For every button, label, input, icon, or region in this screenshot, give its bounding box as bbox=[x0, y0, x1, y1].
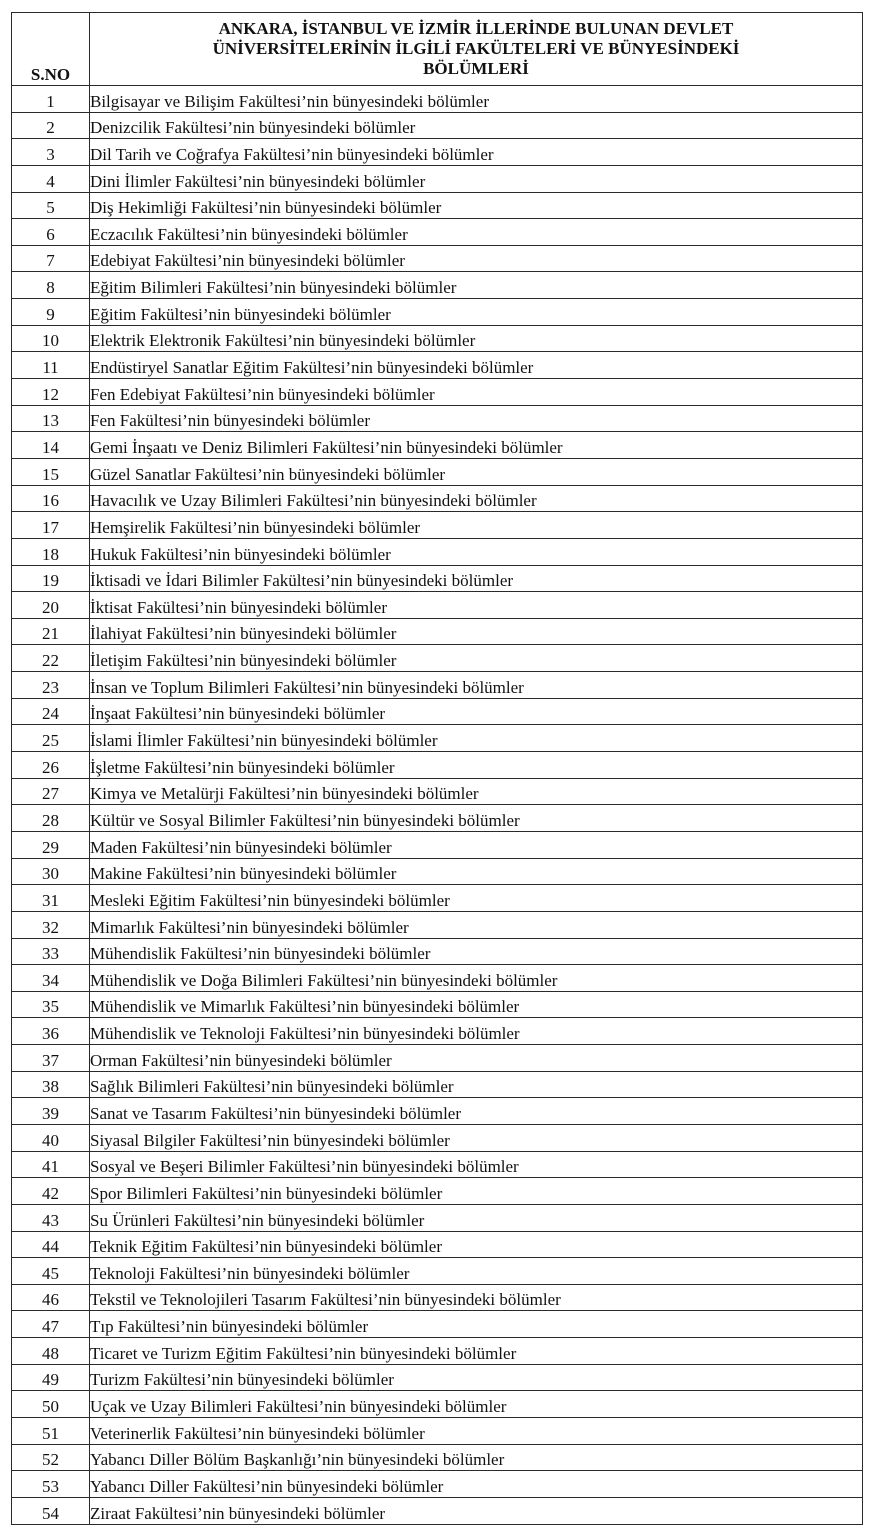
faculty-name: Mesleki Eğitim Fakültesi’nin bünyesindeki bölümler bbox=[90, 885, 863, 912]
table-row bbox=[12, 432, 863, 459]
table-row bbox=[12, 325, 863, 352]
row-number: 42 bbox=[12, 1178, 90, 1205]
row-number: 17 bbox=[12, 512, 90, 539]
faculty-name: Tekstil ve Teknolojileri Tasarım Fakültesi’nin bünyesindeki bölümler bbox=[90, 1284, 863, 1311]
faculty-name: İlahiyat Fakültesi’nin bünyesindeki bölümler bbox=[90, 618, 863, 645]
table-row bbox=[12, 1471, 863, 1498]
table-row bbox=[12, 831, 863, 858]
row-number: 46 bbox=[12, 1284, 90, 1311]
row-number: 53 bbox=[12, 1471, 90, 1498]
faculty-name: Spor Bilimleri Fakültesi’nin bünyesindeki bölümler bbox=[90, 1178, 863, 1205]
title-line: BÖLÜMLERİ bbox=[423, 59, 529, 78]
row-number: 18 bbox=[12, 538, 90, 565]
faculty-name: Fen Fakültesi’nin bünyesindeki bölümler bbox=[90, 405, 863, 432]
faculty-name: Kültür ve Sosyal Bilimler Fakültesi’nin bünyesindeki bölümler bbox=[90, 805, 863, 832]
table-row bbox=[12, 1444, 863, 1471]
row-number: 28 bbox=[12, 805, 90, 832]
row-number: 26 bbox=[12, 752, 90, 779]
table-row bbox=[12, 618, 863, 645]
table-row bbox=[12, 965, 863, 992]
row-number: 52 bbox=[12, 1444, 90, 1471]
row-number: 10 bbox=[12, 325, 90, 352]
row-number: 8 bbox=[12, 272, 90, 299]
row-number: 16 bbox=[12, 485, 90, 512]
table-row bbox=[12, 698, 863, 725]
row-number: 6 bbox=[12, 219, 90, 246]
faculty-name: Dini İlimler Fakültesi’nin bünyesindeki bölümler bbox=[90, 165, 863, 192]
row-number: 40 bbox=[12, 1124, 90, 1151]
row-number: 51 bbox=[12, 1418, 90, 1445]
table-row bbox=[12, 245, 863, 272]
table-row bbox=[12, 379, 863, 406]
table-row bbox=[12, 1204, 863, 1231]
faculty-name: Denizcilik Fakültesi’nin bünyesindeki bölümler bbox=[90, 112, 863, 139]
faculty-name: Kimya ve Metalürji Fakültesi’nin bünyesindeki bölümler bbox=[90, 778, 863, 805]
table-row bbox=[12, 512, 863, 539]
table-row bbox=[12, 1124, 863, 1151]
row-number: 22 bbox=[12, 645, 90, 672]
table-row bbox=[12, 725, 863, 752]
row-number: 7 bbox=[12, 245, 90, 272]
faculty-name: Edebiyat Fakültesi’nin bünyesindeki bölümler bbox=[90, 245, 863, 272]
faculty-name: Hemşirelik Fakültesi’nin bünyesindeki bölümler bbox=[90, 512, 863, 539]
table-row bbox=[12, 352, 863, 379]
row-number: 9 bbox=[12, 299, 90, 326]
table-row bbox=[12, 86, 863, 113]
table-row bbox=[12, 645, 863, 672]
faculty-name: Mühendislik ve Teknoloji Fakültesi’nin bünyesindeki bölümler bbox=[90, 1018, 863, 1045]
faculty-name: İnşaat Fakültesi’nin bünyesindeki bölümler bbox=[90, 698, 863, 725]
row-number: 19 bbox=[12, 565, 90, 592]
faculty-name: Hukuk Fakültesi’nin bünyesindeki bölümler bbox=[90, 538, 863, 565]
table-title-header bbox=[90, 13, 863, 86]
faculty-name: Sanat ve Tasarım Fakültesi’nin bünyesindeki bölümler bbox=[90, 1098, 863, 1125]
row-number: 35 bbox=[12, 991, 90, 1018]
table-header bbox=[12, 13, 863, 86]
table-row bbox=[12, 1391, 863, 1418]
row-number: 15 bbox=[12, 458, 90, 485]
faculty-name: Gemi İnşaatı ve Deniz Bilimleri Fakültesi’nin bünyesindeki bölümler bbox=[90, 432, 863, 459]
header-row bbox=[12, 13, 863, 86]
faculty-name: Havacılık ve Uzay Bilimleri Fakültesi’nin bünyesindeki bölümler bbox=[90, 485, 863, 512]
faculty-name: Uçak ve Uzay Bilimleri Fakültesi’nin bünyesindeki bölümler bbox=[90, 1391, 863, 1418]
faculty-name: Ziraat Fakültesi’nin bünyesindeki bölümler bbox=[90, 1497, 863, 1524]
faculty-name: Güzel Sanatlar Fakültesi’nin bünyesindeki bölümler bbox=[90, 458, 863, 485]
faculty-name: Mühendislik ve Mimarlık Fakültesi’nin bünyesindeki bölümler bbox=[90, 991, 863, 1018]
table-row bbox=[12, 592, 863, 619]
row-number: 38 bbox=[12, 1071, 90, 1098]
faculty-name: Diş Hekimliği Fakültesi’nin bünyesindeki bölümler bbox=[90, 192, 863, 219]
table-row bbox=[12, 991, 863, 1018]
table-row bbox=[12, 858, 863, 885]
row-number: 23 bbox=[12, 672, 90, 699]
faculty-name: Yabancı Diller Bölüm Başkanlığı’nin bünyesindeki bölümler bbox=[90, 1444, 863, 1471]
faculty-name: Mimarlık Fakültesi’nin bünyesindeki bölümler bbox=[90, 911, 863, 938]
row-number: 48 bbox=[12, 1338, 90, 1365]
table-row bbox=[12, 1338, 863, 1365]
sno-column-header: S.NO bbox=[12, 13, 90, 86]
row-number: 43 bbox=[12, 1204, 90, 1231]
faculty-name: Maden Fakültesi’nin bünyesindeki bölümler bbox=[90, 831, 863, 858]
table-row bbox=[12, 1258, 863, 1285]
row-number: 21 bbox=[12, 618, 90, 645]
row-number: 12 bbox=[12, 379, 90, 406]
row-number: 2 bbox=[12, 112, 90, 139]
table-row bbox=[12, 805, 863, 832]
faculty-name: Teknik Eğitim Fakültesi’nin bünyesindeki bölümler bbox=[90, 1231, 863, 1258]
faculty-name: Yabancı Diller Fakültesi’nin bünyesindeki bölümler bbox=[90, 1471, 863, 1498]
table-row bbox=[12, 1178, 863, 1205]
table-row bbox=[12, 1045, 863, 1072]
faculty-name: Turizm Fakültesi’nin bünyesindeki bölümler bbox=[90, 1364, 863, 1391]
table-row bbox=[12, 1311, 863, 1338]
table-row bbox=[12, 165, 863, 192]
table-row bbox=[12, 885, 863, 912]
table-row bbox=[12, 485, 863, 512]
table-row bbox=[12, 1364, 863, 1391]
table-row bbox=[12, 1018, 863, 1045]
table-row bbox=[12, 672, 863, 699]
faculty-name: İletişim Fakültesi’nin bünyesindeki bölümler bbox=[90, 645, 863, 672]
table-row bbox=[12, 1071, 863, 1098]
table-row bbox=[12, 1231, 863, 1258]
row-number: 50 bbox=[12, 1391, 90, 1418]
row-number: 11 bbox=[12, 352, 90, 379]
table-row bbox=[12, 299, 863, 326]
row-number: 25 bbox=[12, 725, 90, 752]
table-row bbox=[12, 752, 863, 779]
row-number: 34 bbox=[12, 965, 90, 992]
faculty-name: Su Ürünleri Fakültesi’nin bünyesindeki bölümler bbox=[90, 1204, 863, 1231]
row-number: 32 bbox=[12, 911, 90, 938]
faculty-name: Veterinerlik Fakültesi’nin bünyesindeki bölümler bbox=[90, 1418, 863, 1445]
faculty-name: Dil Tarih ve Coğrafya Fakültesi’nin bünyesindeki bölümler bbox=[90, 139, 863, 166]
table-row bbox=[12, 565, 863, 592]
table-row bbox=[12, 1151, 863, 1178]
faculty-name: Teknoloji Fakültesi’nin bünyesindeki bölümler bbox=[90, 1258, 863, 1285]
faculty-name: İslami İlimler Fakültesi’nin bünyesindeki bölümler bbox=[90, 725, 863, 752]
row-number: 27 bbox=[12, 778, 90, 805]
row-number: 14 bbox=[12, 432, 90, 459]
table-row bbox=[12, 938, 863, 965]
faculty-name: Sağlık Bilimleri Fakültesi’nin bünyesindeki bölümler bbox=[90, 1071, 863, 1098]
faculty-name: Sosyal ve Beşeri Bilimler Fakültesi’nin bünyesindeki bölümler bbox=[90, 1151, 863, 1178]
row-number: 1 bbox=[12, 86, 90, 113]
row-number: 47 bbox=[12, 1311, 90, 1338]
table-row bbox=[12, 405, 863, 432]
faculty-name: Tıp Fakültesi’nin bünyesindeki bölümler bbox=[90, 1311, 863, 1338]
row-number: 41 bbox=[12, 1151, 90, 1178]
table-row bbox=[12, 139, 863, 166]
row-number: 4 bbox=[12, 165, 90, 192]
row-number: 36 bbox=[12, 1018, 90, 1045]
table-row bbox=[12, 1418, 863, 1445]
faculty-name: İktisat Fakültesi’nin bünyesindeki bölümler bbox=[90, 592, 863, 619]
table-row bbox=[12, 219, 863, 246]
table-row bbox=[12, 458, 863, 485]
row-number: 13 bbox=[12, 405, 90, 432]
faculty-name: İnsan ve Toplum Bilimleri Fakültesi’nin bünyesindeki bölümler bbox=[90, 672, 863, 699]
faculty-name: Mühendislik Fakültesi’nin bünyesindeki bölümler bbox=[90, 938, 863, 965]
table-row bbox=[12, 911, 863, 938]
row-number: 44 bbox=[12, 1231, 90, 1258]
table-body bbox=[12, 86, 863, 1525]
faculty-name: Bilgisayar ve Bilişim Fakültesi’nin bünyesindeki bölümler bbox=[90, 86, 863, 113]
table-row bbox=[12, 1497, 863, 1524]
faculty-name: İktisadi ve İdari Bilimler Fakültesi’nin bünyesindeki bölümler bbox=[90, 565, 863, 592]
table-row bbox=[12, 112, 863, 139]
table-row bbox=[12, 1098, 863, 1125]
row-number: 20 bbox=[12, 592, 90, 619]
faculty-table bbox=[11, 12, 863, 1525]
row-number: 24 bbox=[12, 698, 90, 725]
row-number: 31 bbox=[12, 885, 90, 912]
faculty-name: Ticaret ve Turizm Eğitim Fakültesi’nin bünyesindeki bölümler bbox=[90, 1338, 863, 1365]
row-number: 29 bbox=[12, 831, 90, 858]
row-number: 49 bbox=[12, 1364, 90, 1391]
faculty-name: Mühendislik ve Doğa Bilimleri Fakültesi’nin bünyesindeki bölümler bbox=[90, 965, 863, 992]
table-row bbox=[12, 778, 863, 805]
row-number: 33 bbox=[12, 938, 90, 965]
table-row bbox=[12, 192, 863, 219]
faculty-name: Eğitim Bilimleri Fakültesi’nin bünyesindeki bölümler bbox=[90, 272, 863, 299]
title-line: ANKARA, İSTANBUL VE İZMİR İLLERİNDE BULUNAN DEVLET bbox=[218, 19, 734, 38]
faculty-name: Makine Fakültesi’nin bünyesindeki bölümler bbox=[90, 858, 863, 885]
row-number: 5 bbox=[12, 192, 90, 219]
row-number: 54 bbox=[12, 1497, 90, 1524]
faculty-name: Elektrik Elektronik Fakültesi’nin bünyesindeki bölümler bbox=[90, 325, 863, 352]
faculty-name: Endüstiryel Sanatlar Eğitim Fakültesi’nin bünyesindeki bölümler bbox=[90, 352, 863, 379]
faculty-name: Orman Fakültesi’nin bünyesindeki bölümler bbox=[90, 1045, 863, 1072]
faculty-name: Eğitim Fakültesi’nin bünyesindeki bölümler bbox=[90, 299, 863, 326]
row-number: 45 bbox=[12, 1258, 90, 1285]
table-row bbox=[12, 1284, 863, 1311]
table-row bbox=[12, 538, 863, 565]
title-line: ÜNİVERSİTELERİNİN İLGİLİ FAKÜLTELERİ VE BÜNYESİNDEKİ bbox=[212, 39, 740, 58]
row-number: 30 bbox=[12, 858, 90, 885]
faculty-name: Eczacılık Fakültesi’nin bünyesindeki bölümler bbox=[90, 219, 863, 246]
table-row bbox=[12, 272, 863, 299]
row-number: 37 bbox=[12, 1045, 90, 1072]
row-number: 39 bbox=[12, 1098, 90, 1125]
faculty-name: Siyasal Bilgiler Fakültesi’nin bünyesindeki bölümler bbox=[90, 1124, 863, 1151]
faculty-name: İşletme Fakültesi’nin bünyesindeki bölümler bbox=[90, 752, 863, 779]
row-number: 3 bbox=[12, 139, 90, 166]
faculty-name: Fen Edebiyat Fakültesi’nin bünyesindeki bölümler bbox=[90, 379, 863, 406]
